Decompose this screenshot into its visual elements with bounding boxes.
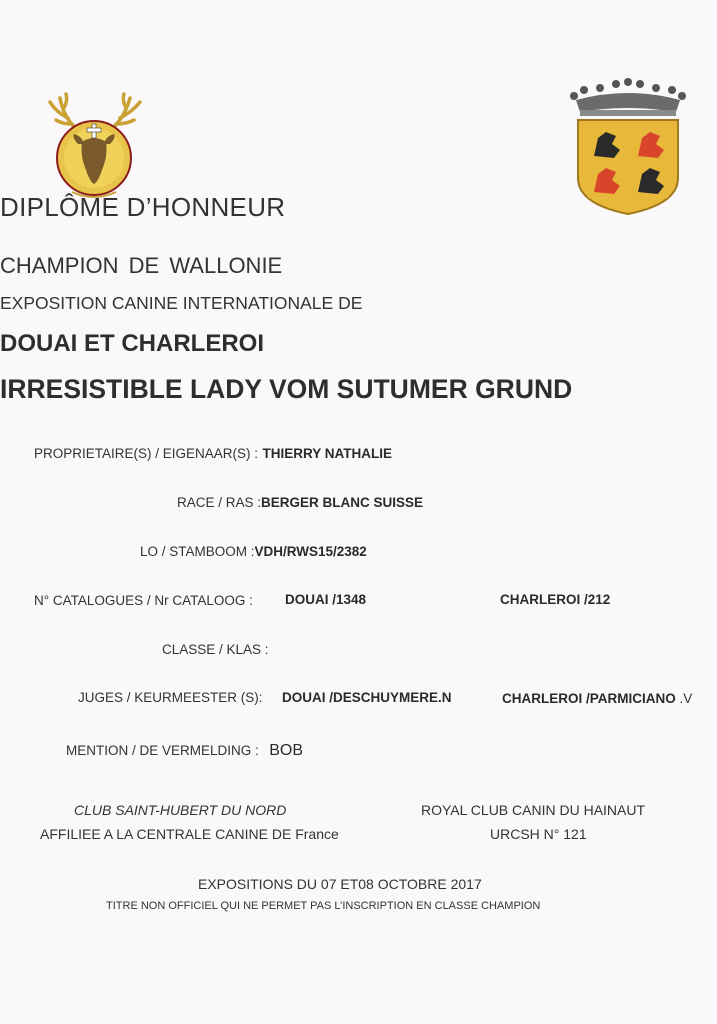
venue-title: DOUAI ET CHARLEROI [0, 330, 264, 357]
exposition-dates: EXPOSITIONS DU 07 ET08 OCTOBRE 2017 [198, 876, 482, 892]
breed-row [177, 494, 423, 512]
owner-label: PROPRIETAIRE(S) / EIGENAAR(S) : [34, 446, 259, 461]
judges-charleroi [502, 690, 692, 708]
club-left-name: CLUB SAINT-HUBERT DU NORD [74, 802, 287, 818]
catalog-charleroi: CHARLEROI /212 [500, 592, 611, 607]
class-label: CLASSE / KLAS : [162, 642, 269, 657]
judges-douai: DOUAI /DESCHUYMERE.N [282, 690, 452, 705]
mention-label: MENTION / DE VERMELDING : [66, 743, 259, 758]
club-right-number: URCSH N° 121 [490, 826, 587, 842]
dog-name: IRRESISTIBLE LADY VOM SUTUMER GRUND [0, 374, 573, 404]
breed-value: BERGER BLANC SUISSE [261, 495, 424, 510]
lo-label: LO / STAMBOOM : [140, 544, 255, 559]
owner-row [34, 445, 392, 463]
catalog-douai: DOUAI /1348 [285, 592, 367, 607]
mention-row [66, 742, 303, 760]
club-right-name: ROYAL CLUB CANIN DU HAINAUT [421, 802, 646, 818]
club-left-affiliation: AFFILIEE A LA CENTRALE CANINE DE France [40, 826, 339, 842]
mention-value: BOB [269, 742, 304, 759]
lo-value: VDH/RWS15/2382 [254, 544, 367, 559]
stag-head-emblem-icon [42, 90, 147, 205]
diploma-title: DIPLÔME D’HONNEUR [0, 192, 286, 222]
champion-subtitle: CHAMPION DE WALLONIE [0, 253, 283, 278]
judges-charleroi-name: CHARLEROI /PARMICIANO [502, 691, 676, 706]
lo-row [140, 543, 367, 561]
exposition-line: EXPOSITION CANINE INTERNATIONALE DE [0, 293, 363, 313]
catalog-row [34, 592, 253, 610]
judges-charleroi-initial: .V [675, 691, 693, 706]
breed-label: RACE / RAS : [177, 495, 262, 510]
judges-label: JUGES / KEURMEESTER (S): [78, 690, 263, 705]
unofficial-title-note: TITRE NON OFFICIEL QUI NE PERMET PAS L’INSCRIPTION EN CLASSE CHAMPION [106, 900, 541, 912]
catalog-label: N° CATALOGUES / Nr CATALOOG : [34, 593, 253, 608]
owner-value: THIERRY NATHALIE [262, 446, 392, 461]
